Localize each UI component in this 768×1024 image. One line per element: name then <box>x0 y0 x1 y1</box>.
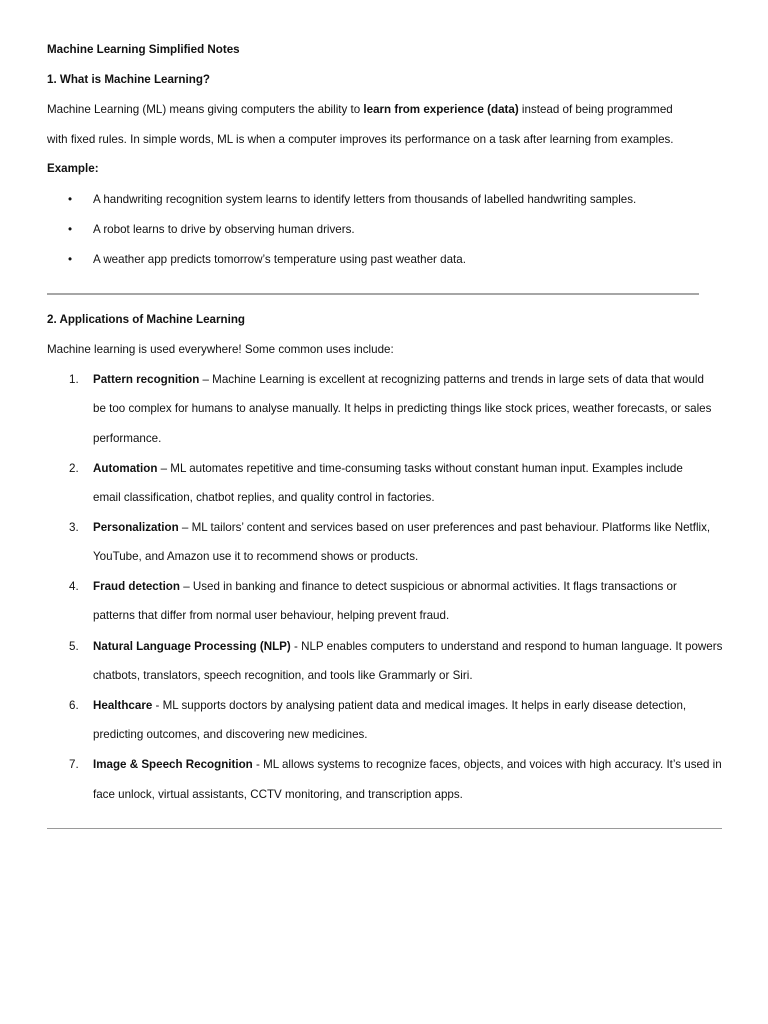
list-item-term: Personalization <box>93 521 179 534</box>
list-item-number: 4. <box>69 580 79 593</box>
example-text: A handwriting recognition system learns to identify letters from thousands of labelled handwriting samples. <box>93 193 637 206</box>
example-text: A robot learns to drive by observing human drivers. <box>93 223 355 236</box>
example-text: A weather app predicts tomorrow’s temperature using past weather data. <box>93 253 466 266</box>
list-item-text: – ML automates repetitive and time-consuming tasks without constant human input. Examples include <box>157 462 683 475</box>
list-item-text: – Used in banking and finance to detect suspicious or abnormal activities. It flags transactions or <box>179 580 677 593</box>
list-item-first-line <box>93 373 704 386</box>
section-2-heading: 2. Applications of Machine Learning <box>47 313 245 326</box>
list-item-number: 2. <box>69 462 79 475</box>
list-item-text: - ML supports doctors by analysing patient data and medical images. It helps in early disease detection, <box>152 699 687 712</box>
list-item-number: 7. <box>69 758 79 771</box>
list-item-first-line <box>93 462 683 475</box>
list-item-term: Image & Speech Recognition <box>93 758 253 771</box>
bullet-icon: • <box>68 223 73 236</box>
list-item-continuation: be too complex for humans to analyse manually. It helps in predicting things like stock prices, weather forecasts, or sales <box>93 402 712 415</box>
list-item-first-line <box>93 580 677 593</box>
list-item-text: – ML tailors’ content and services based on user preferences and past behaviour. Platforms like Netflix, <box>178 521 711 534</box>
bullet-icon: • <box>68 253 73 266</box>
list-item-number: 6. <box>69 699 79 712</box>
section-1-intro-line-1 <box>47 103 673 116</box>
list-item-first-line <box>93 640 722 653</box>
list-item-text: - NLP enables computers to understand and respond to human language. It powers <box>290 640 723 653</box>
list-item-term: Natural Language Processing (NLP) <box>93 640 291 653</box>
list-item-number: 3. <box>69 521 79 534</box>
document-title: Machine Learning Simplified Notes <box>47 43 240 56</box>
intro-text-end: instead of being programmed <box>518 103 673 116</box>
section-divider <box>47 828 722 829</box>
list-item-continuation: chatbots, translators, speech recognition, and tools like Grammarly or Siri. <box>93 669 473 682</box>
section-divider <box>47 293 699 295</box>
list-item-term: Automation <box>93 462 158 475</box>
list-item-first-line <box>93 699 686 712</box>
example-label: Example: <box>47 162 99 175</box>
section-1-heading: 1. What is Machine Learning? <box>47 73 210 86</box>
intro-bold-phrase: learn from experience (data) <box>363 103 519 116</box>
list-item-number: 5. <box>69 640 79 653</box>
section-1-intro-line-2: with fixed rules. In simple words, ML is when a computer improves its performance on a task after learning from examples. <box>47 133 674 146</box>
list-item-text: - ML allows systems to recognize faces, objects, and voices with high accuracy. It’s used in <box>252 758 722 771</box>
list-item-first-line <box>93 521 710 534</box>
list-item-continuation: YouTube, and Amazon use it to recommend shows or products. <box>93 550 419 563</box>
list-item-term: Pattern recognition <box>93 373 200 386</box>
list-item-number: 1. <box>69 373 79 386</box>
list-item-first-line <box>93 758 722 771</box>
list-item-continuation: patterns that differ from normal user behaviour, helping prevent fraud. <box>93 609 450 622</box>
bullet-icon: • <box>68 193 73 206</box>
list-item-text: – Machine Learning is excellent at recognizing patterns and trends in large sets of data that would <box>199 373 704 386</box>
list-item-term: Fraud detection <box>93 580 180 593</box>
section-2-intro: Machine learning is used everywhere! Some common uses include: <box>47 343 394 356</box>
list-item-term: Healthcare <box>93 699 153 712</box>
list-item-continuation: face unlock, virtual assistants, CCTV monitoring, and transcription apps. <box>93 788 463 801</box>
list-item-continuation: performance. <box>93 432 162 445</box>
intro-text-start: Machine Learning (ML) means giving computers the ability to <box>47 103 364 116</box>
list-item-continuation: email classification, chatbot replies, and quality control in factories. <box>93 491 435 504</box>
list-item-continuation: predicting outcomes, and discovering new medicines. <box>93 728 368 741</box>
